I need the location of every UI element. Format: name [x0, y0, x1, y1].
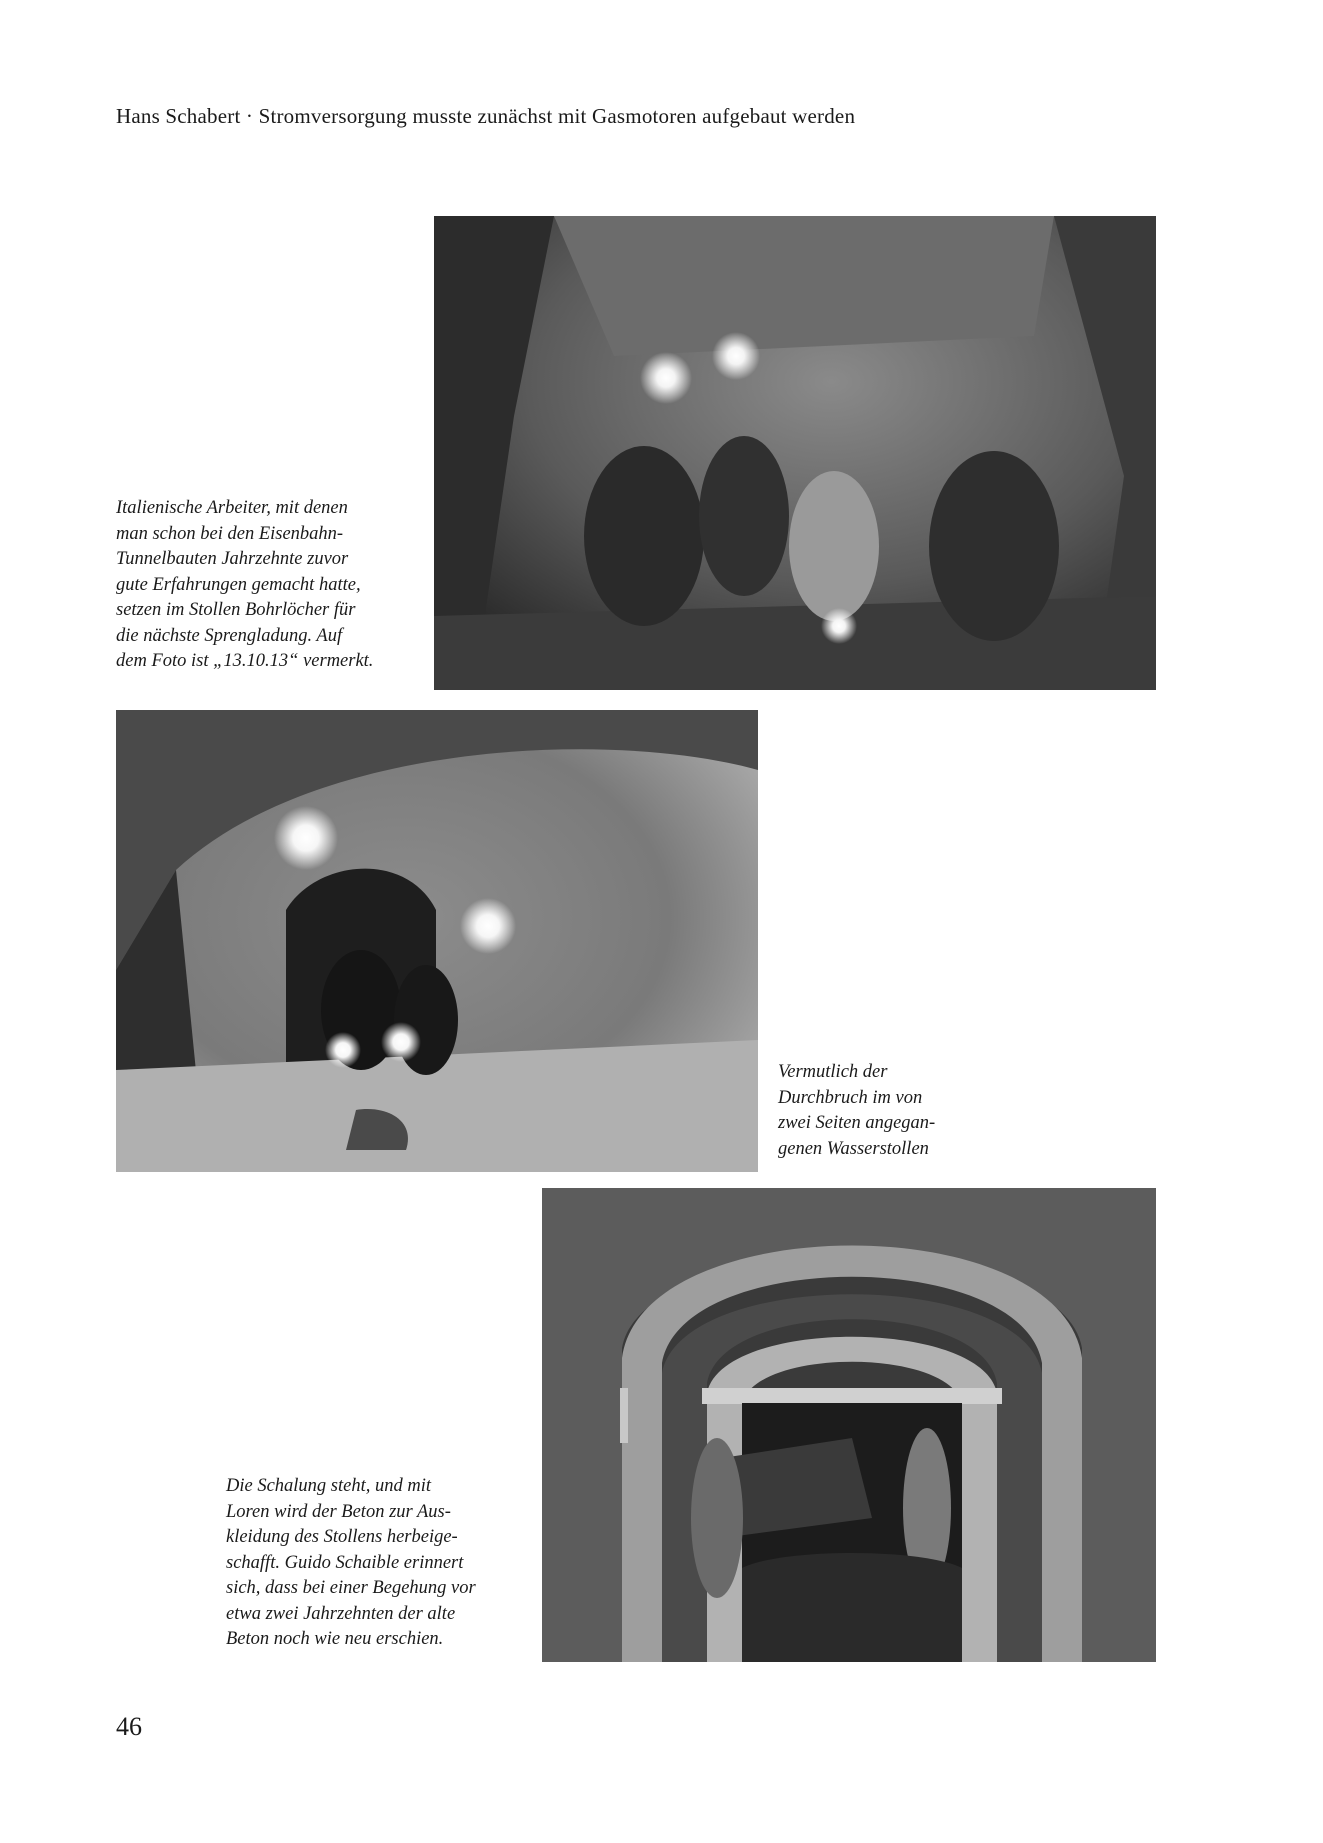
photo-tunnel-breakthrough-image [116, 710, 758, 1172]
photo-formwork-lorries-image [542, 1188, 1156, 1662]
photo-formwork-lorries [542, 1188, 1156, 1662]
photo-workers-drilling [434, 216, 1156, 690]
photo-workers-drilling-image [434, 216, 1156, 690]
photo-tunnel-breakthrough [116, 710, 758, 1172]
running-head: Hans Schabert · Stromversorgung musste zunächst mit Gasmotoren aufgebaut werden [116, 104, 856, 128]
page-number: 46 [116, 1712, 142, 1741]
caption-tunnel-breakthrough: Vermutlich der Durchbruch im von zwei Seiten angegan- genen Wasserstollen [778, 1062, 936, 1159]
caption-formwork-lorries: Die Schalung steht, und mit Loren wird der Beton zur Aus- kleidung des Stollens herbeige- schafft. Guido Schaible erinnert sich, dass bei einer Begehung vor etwa zwei Jahrzehnten der alte Beton noch wie neu erschien. [226, 1476, 476, 1649]
caption-workers-drilling: Italienische Arbeiter, mit denen man schon bei den Eisenbahn- Tunnelbauten Jahrzehnte zuvor gute Erfahrungen gemacht hatte, setzen im Stollen Bohrlöcher für die nächste Sprengladung. Auf dem Foto ist „13.10.13“ vermerkt. [116, 498, 374, 671]
